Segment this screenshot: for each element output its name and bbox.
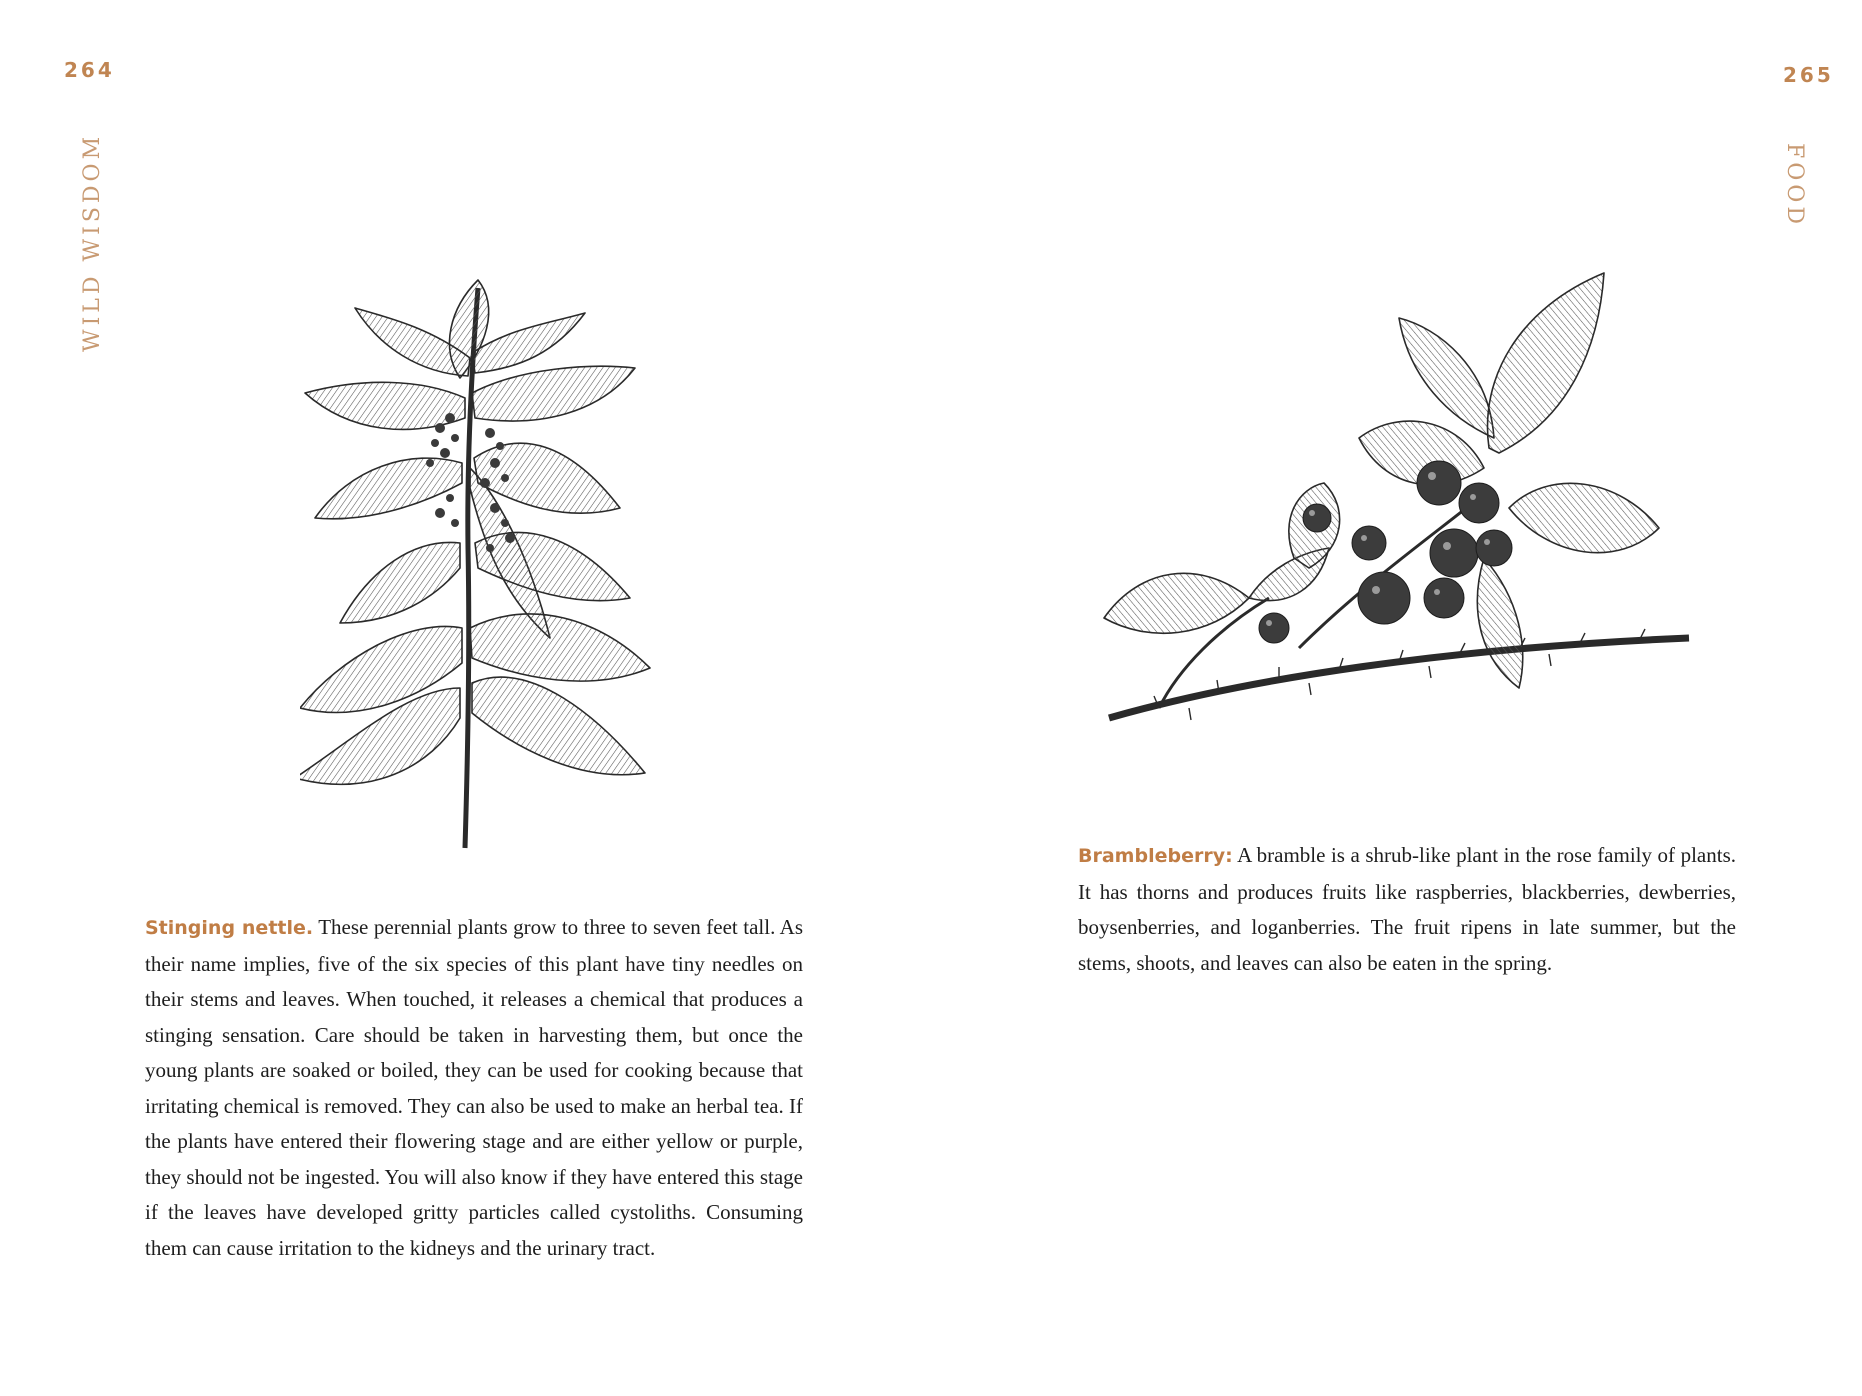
- page-number: 265: [1783, 63, 1834, 87]
- right-page: [931, 0, 1862, 1396]
- entry-text: These perennial plants grow to three to seven feet tall. As their name implies, five of the six species of this plant have tiny needles on their stems and leaves. When touched, it releases a chemical that produces a stinging sensation. Care should be taken in harvesting them, but once the young plants are soaked or boiled, they can be used for cooking because that irritating chemical is removed. They can also be used to make an herbal tea. If the plants have entered their flowering stage and are either yellow or purple, they should not be ingested. You will also know if they have entered this stage if the leaves have developed gritty particles called cystoliths. Consuming them can cause irritation to the kidneys and the urinary tract.: [145, 915, 803, 1260]
- entry-term: Brambleberry:: [1078, 845, 1233, 867]
- stinging-nettle-entry: [145, 910, 803, 1266]
- stinging-nettle-illustration: [300, 268, 720, 858]
- running-head: FOOD: [1782, 143, 1807, 228]
- page-number: 264: [64, 58, 115, 82]
- nettle-drawing-icon: [300, 268, 720, 858]
- bramble-drawing-icon: [1099, 268, 1699, 768]
- entry-term: Stinging nettle.: [145, 917, 314, 939]
- entry-text: A bramble is a shrub-like plant in the rose family of plants. It has thorns and produces fruits like raspberries, blackberries, dewberries, boysenberries, and loganberries. The fruit ripens in late summer, but the stems, shoots, and leaves can also be eaten in the spring.: [1078, 843, 1736, 975]
- running-head: WILD WISDOM: [80, 132, 105, 352]
- brambleberry-entry: [1078, 838, 1736, 981]
- brambleberry-illustration: [1099, 268, 1699, 768]
